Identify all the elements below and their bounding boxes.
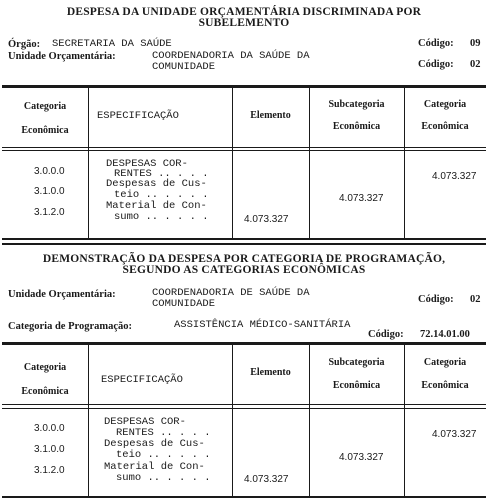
table2-header-rule-2 [2,408,486,409]
t1-spec-line-4: teio .. . . . . [114,189,209,201]
t1-categoria-value: 4.073.327 [432,171,477,182]
t1-spec-line-6: sumo .. . . . . [114,211,209,223]
table2-bottom-rule [2,496,486,498]
t2-hdr-elemento: Elemento [250,367,291,378]
programacao-label: Categoria de Programação: [8,321,133,332]
t1-spec-line-5: Material de Con- [106,200,207,212]
t1-hdr-elemento: Elemento [250,110,291,121]
section-divider [2,243,486,245]
t1-spec-line-3: Despesas de Cus- [106,178,207,190]
s2-unidade-value-line2: COMUNIDADE [152,298,216,310]
t1-hdr-categoria2-line2: Econômica [421,121,469,132]
unidade-codigo-label: Código: [418,59,454,70]
table2-header-rule [2,404,486,405]
t2-hdr-categoria-line2: Econômica [21,386,69,397]
t2-spec-line-1: DESPESAS COR- [104,416,186,428]
table1-top-rule [2,85,486,88]
t2-hdr-especificacao: ESPECIFICAÇÃO [101,374,183,386]
unidade-label: Unidade Orçamentária: [8,51,116,62]
programacao-value: ASSISTÊNCIA MÉDICO-SANITÁRIA [174,319,351,331]
t2-subcategoria-value: 4.073.327 [339,452,384,463]
t2-hdr-categoria-line1: Categoria [23,362,67,373]
t1-code-2: 3.1.0.0 [34,186,65,197]
orgao-codigo-label: Código: [418,38,454,49]
programacao-codigo-value: 72.14.01.00 [420,329,470,340]
t1-spec-line-1: DESPESAS COR- [106,158,188,170]
t2-hdr-categoria2-line2: Econômica [421,380,469,391]
t2-code-2: 3.1.0.0 [34,444,65,455]
t2-hdr-subcategoria-line1: Subcategoria [328,357,385,368]
table1-header-rule-2 [2,150,486,151]
t2-code-1: 3.0.0.0 [34,423,65,434]
s2-unidade-codigo-label: Código: [418,294,454,305]
t1-hdr-categoria-line2: Econômica [21,125,69,136]
t1-subcategoria-value: 4.073.327 [339,193,384,204]
t1-elemento-value: 4.073.327 [244,214,289,225]
t1-code-1: 3.0.0.0 [34,166,65,177]
orgao-codigo-value: 09 [470,38,481,49]
unidade-value-line2: COMUNIDADE [152,61,216,73]
t2-spec-line-4: teio .. . . . . [116,449,211,461]
t2-elemento-value: 4.073.327 [244,474,289,485]
table1-col-divider-1 [88,88,89,238]
t2-spec-line-3: Despesas de Cus- [104,438,205,450]
t1-hdr-subcategoria-line2: Econômica [332,121,381,132]
t2-categoria-value: 4.073.327 [432,429,477,440]
t2-spec-line-6: sumo .. . . . . [116,472,211,484]
s2-unidade-label: Unidade Orçamentária: [8,289,116,300]
t1-hdr-subcategoria-line1: Subcategoria [328,99,385,110]
unidade-value-line1: COORDENADORIA DA SAÚDE DA [152,50,310,62]
t2-spec-line-5: Material de Con- [104,461,205,473]
s2-unidade-codigo-value: 02 [470,294,481,305]
t1-hdr-categoria2-line1: Categoria [423,99,467,110]
t1-hdr-especificacao: ESPECIFICAÇÃO [97,110,179,122]
orgao-value: SECRETARIA DA SAÚDE [52,38,172,50]
table1-bottom-rule [2,238,486,240]
table2-col-divider-1 [88,345,89,496]
table2-top-rule [2,342,486,345]
s2-unidade-value-line1: COORDENADORIA DE SAÚDE DA [152,287,310,299]
table1-header-rule [2,147,486,148]
orgao-label: Órgão: [8,39,41,50]
t2-code-3: 3.1.2.0 [34,465,65,476]
unidade-codigo-value: 02 [470,59,481,70]
section1-title-line1: DESPESA DA UNIDADE ORÇAMENTÁRIA DISCRIMINADA POR [66,6,422,18]
t2-hdr-subcategoria-line2: Econômica [332,380,381,391]
t1-spec-line-2: RENTES .. . . . [114,168,209,180]
section2-title-line2: SEGUNDO AS CATEGORIAS ECONÔMICAS [122,264,366,276]
programacao-codigo-label: Código: [368,329,404,340]
t2-spec-line-2: RENTES .. . . . [116,427,211,439]
section1-title-line2: SUBELEMENTO [198,17,290,29]
section2-title-line1: DEMONSTRAÇÃO DA DESPESA POR CATEGORIA DE PROGRAMAÇÃO, [42,253,446,265]
t2-hdr-categoria2-line1: Categoria [423,357,467,368]
t1-hdr-categoria-line1: Categoria [23,101,67,112]
t1-code-3: 3.1.2.0 [34,207,65,218]
